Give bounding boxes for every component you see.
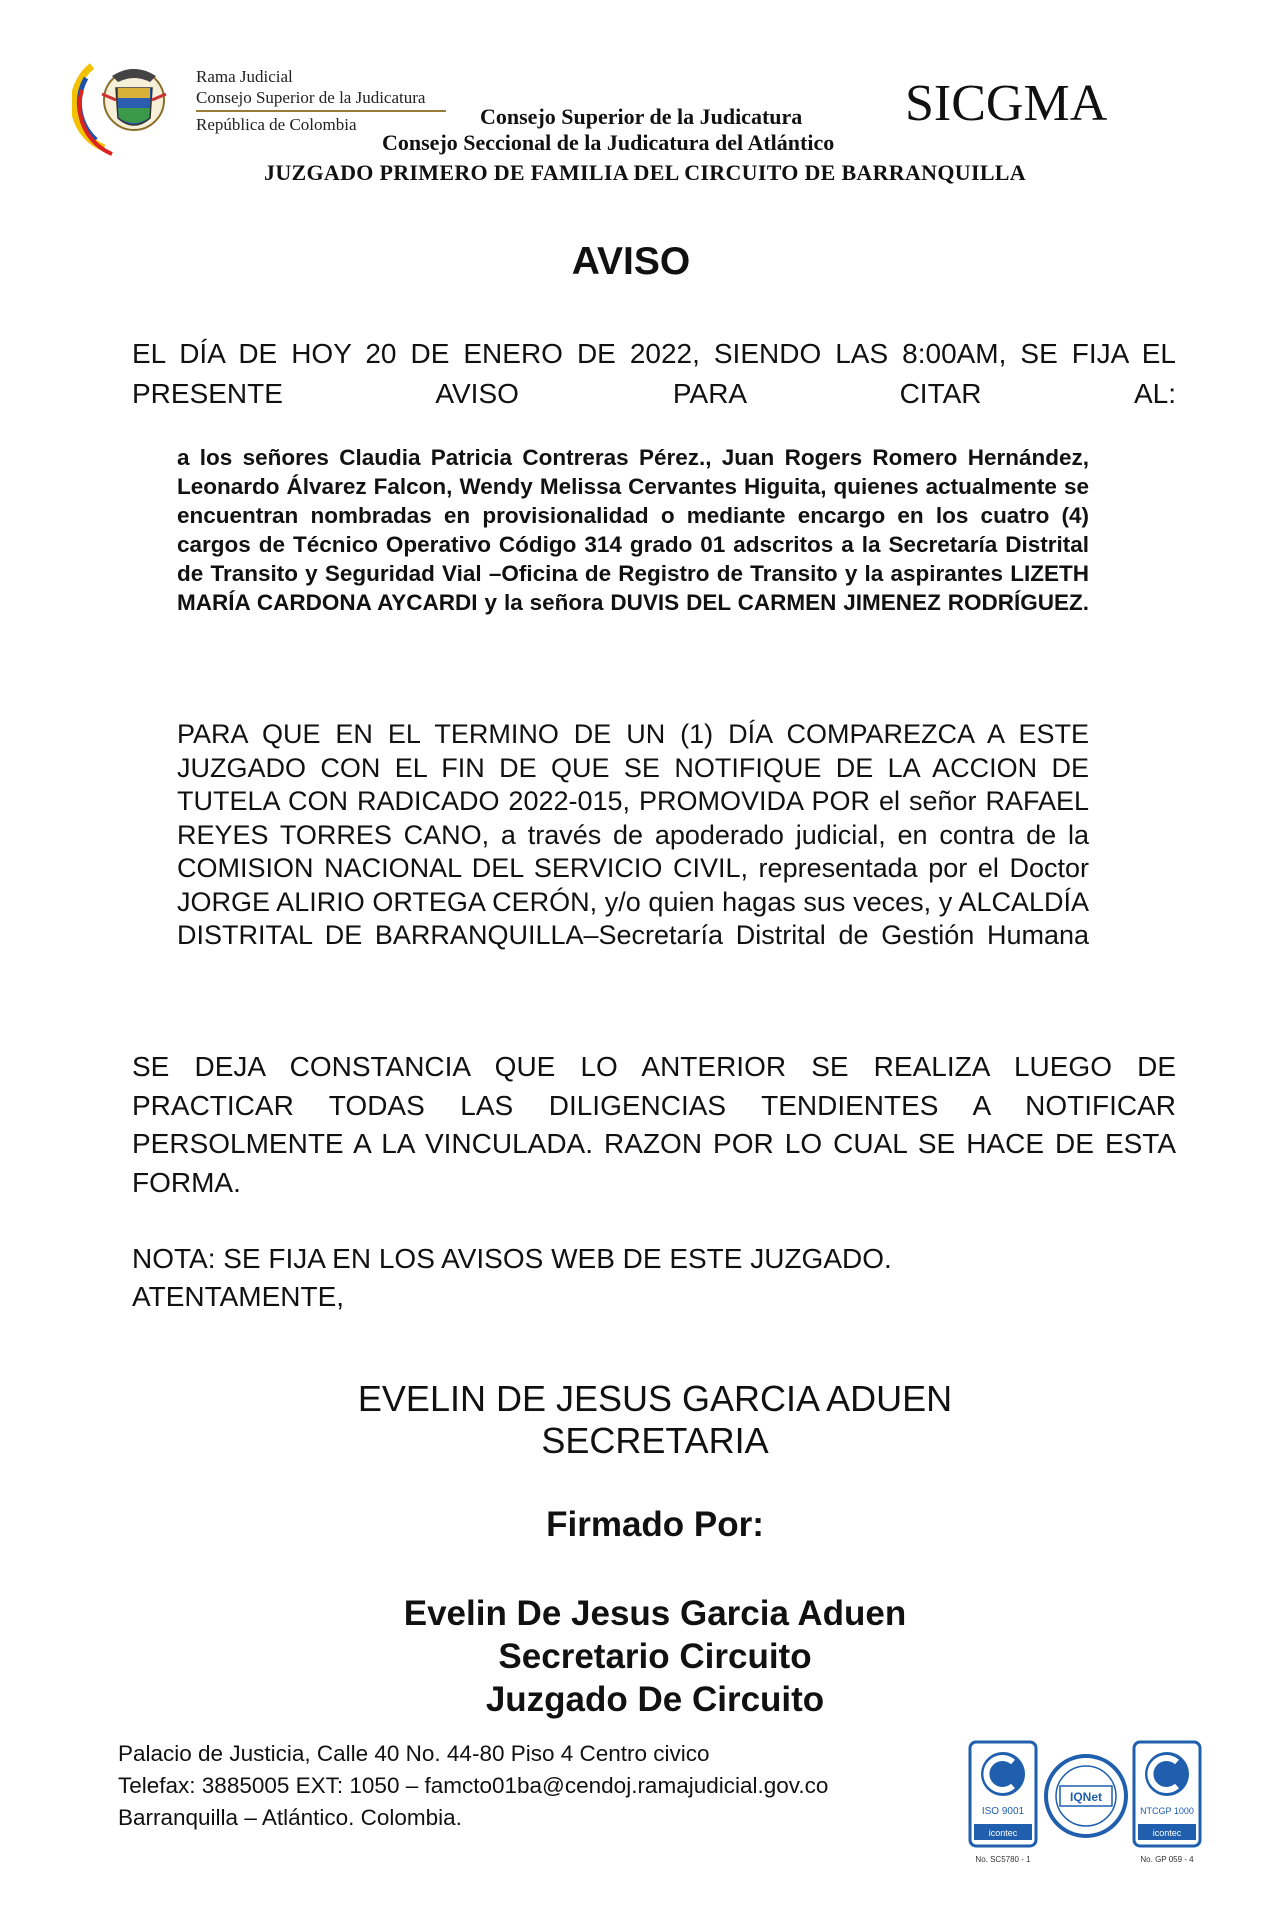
certification-logos	[968, 1740, 1203, 1870]
ntcgp-icontec: icontec	[1152, 1828, 1182, 1838]
iso-icontec: icontec	[988, 1828, 1018, 1838]
rama-line-3: República de Colombia	[196, 115, 357, 134]
iso-9001-badge-icon	[970, 1742, 1036, 1864]
signature-name: EVELIN DE JESUS GARCIA ADUEN	[357, 1378, 953, 1419]
constancia-paragraph: SE DEJA CONSTANCIA QUE LO ANTERIOR SE REALIZA LUEGO DE PRACTICAR TODAS LAS DILIGENCIAS TENDIENTES A NOTIFICAR PERSOLMENTE A LA VINCULADA. RAZON POR LO CUAL SE HACE DE ESTA FORMA.	[132, 1051, 1176, 1198]
persons-paragraph: a los señores Claudia Patricia Contreras Pérez., Juan Rogers Romero Hernández, Leonardo Álvarez Falcon, Wendy Melissa Cervantes Higuita, quienes actualmente se encuentran nombradas en provisionalidad o mediante encargo en los cuatro (4) cargos de Técnico Operativo Código 314 grado 01 adscritos a la Secretaría Distrital de Transito y Seguridad Vial –Oficina de Registro de Transito y la aspirantes LIZETH MARÍA CARDONA AYCARDI y la señora DUVIS DEL CARMEN JIMENEZ RODRÍGUEZ.	[177, 445, 1089, 615]
closing-text: ATENTAMENTE,	[132, 1281, 345, 1312]
rama-line-1: Rama Judicial	[196, 67, 293, 86]
termino-paragraph: PARA QUE EN EL TERMINO DE UN (1) DÍA COMPAREZCA A ESTE JUZGADO CON EL FIN DE QUE SE NOTIFIQUE DE LA ACCION DE TUTELA CON RADICADO 2022-015, PROMOVIDA POR el señor RAFAEL REYES TORRES CANO, a través de apoderado judicial, en contra de la COMISION NACIONAL DEL SERVICIO CIVIL, representada por el Doctor JORGE ALIRIO ORTEGA CERÓN, y/o quien hagas sus veces, y ALCALDÍA DISTRITAL DE BARRANQUILLA–Secretaría Distrital de Gestión Humana	[177, 719, 1089, 950]
signature-title: SECRETARIA	[541, 1420, 769, 1461]
firmado-name: Evelin De Jesus Garcia Aduen	[403, 1594, 907, 1633]
iqnet-label: IQNet	[1069, 1790, 1103, 1804]
rama-line-2: Consejo Superior de la Judicatura	[196, 88, 426, 107]
ntcgp-number: No. GP 059 - 4	[1140, 1855, 1194, 1864]
footer-address: Palacio de Justicia, Calle 40 No. 44-80 Piso 4 Centro civico	[118, 1741, 710, 1766]
header-consejo-superior: Consejo Superior de la Judicatura	[480, 104, 803, 129]
header-consejo-seccional: Consejo Seccional de la Judicatura del Atlántico	[382, 130, 835, 155]
nota-text: NOTA: SE FIJA EN LOS AVISOS WEB DE ESTE JUZGADO.	[132, 1243, 892, 1274]
iso-number: No. SC5780 - 1	[975, 1855, 1031, 1864]
coat-of-arms-logo	[72, 48, 190, 160]
footer-city: Barranquilla – Atlántico. Colombia.	[118, 1805, 462, 1830]
header-juzgado: JUZGADO PRIMERO DE FAMILIA DEL CIRCUITO DE BARRANQUILLA	[264, 160, 1026, 185]
firmado-label: Firmado Por:	[546, 1505, 764, 1544]
ntcgp-1000-badge-icon	[1134, 1742, 1200, 1864]
nota-block	[132, 1240, 1176, 1316]
iso-label: ISO 9001	[981, 1806, 1025, 1817]
iqnet-badge-icon	[1046, 1756, 1126, 1836]
firmado-role: Secretario Circuito	[498, 1637, 812, 1676]
footer-phone-email: Telefax: 3885005 EXT: 1050 – famcto01ba@cendoj.ramajudicial.gov.co	[118, 1773, 829, 1798]
page-title: AVISO	[571, 240, 691, 283]
intro-paragraph: EL DÍA DE HOY 20 DE ENERO DE 2022, SIENDO LAS 8:00AM, SE FIJA EL PRESENTE AVISO PARA CITAR AL:	[132, 338, 1176, 409]
firmado-court: Juzgado De Circuito	[485, 1680, 825, 1719]
header-sicgma: SICGMA	[905, 75, 1108, 132]
footer-contact	[118, 1738, 828, 1834]
rama-judicial-block	[196, 66, 446, 135]
rama-divider	[196, 110, 446, 112]
ntcgp-label: NTCGP 1000	[1140, 1806, 1194, 1816]
